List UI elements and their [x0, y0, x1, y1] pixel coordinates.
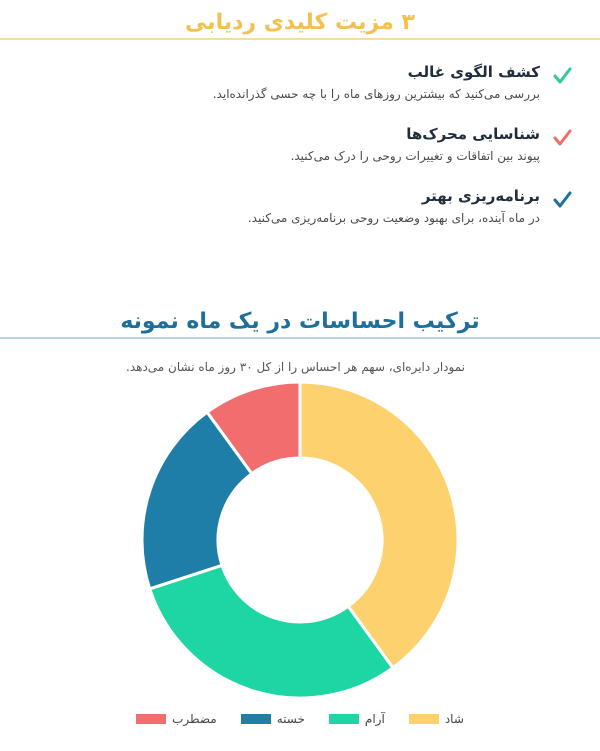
check-mark — [555, 193, 570, 206]
legend-swatch — [241, 714, 271, 724]
legend-label: شاد — [444, 712, 464, 726]
benefit-description: بررسی می‌کنید که بیشترین روزهای ماه را با چه حسی گذرانده‌اید. — [212, 87, 540, 101]
benefit-title: شناسایی محرک‌ها — [406, 125, 540, 143]
benefit-title: کشف الگوی غالب — [407, 63, 540, 81]
donut-slice — [150, 565, 393, 698]
legend-item[interactable] — [241, 712, 305, 726]
legend-swatch — [136, 714, 166, 724]
benefit-item — [12, 62, 572, 102]
section-divider — [0, 337, 600, 339]
legend-label: آرام — [364, 712, 385, 726]
donut-chart — [140, 380, 460, 700]
title-divider — [0, 38, 600, 40]
key-benefits-title: ۳ مزیت کلیدی ردیابی — [185, 10, 415, 35]
legend-item[interactable] — [329, 712, 385, 726]
benefit-item — [12, 124, 572, 164]
chart-legend — [0, 712, 600, 726]
benefit-title: برنامه‌ریزی بهتر — [421, 187, 540, 205]
check-icon — [552, 190, 572, 210]
legend-item[interactable] — [409, 712, 464, 726]
check-icon — [552, 66, 572, 86]
chart-section-title: ترکیب احساسات در یک ماه نمونه — [120, 309, 480, 334]
benefits-list — [12, 62, 572, 248]
legend-swatch — [409, 714, 439, 724]
legend-label: خسته — [276, 712, 305, 726]
legend-swatch — [329, 714, 359, 724]
legend-label: مضطرب — [172, 712, 217, 726]
benefit-description: پیوند بین اتفاقات و تغییرات روحی را درک می‌کنید. — [290, 149, 540, 163]
benefit-description: در ماه آینده، برای بهبود وضعیت روحی برنامه‌ریزی می‌کنید. — [247, 211, 540, 225]
check-mark — [555, 69, 570, 82]
check-icon — [552, 128, 572, 148]
chart-description: نمودار دایره‌ای، سهم هر احساس را از کل ۳۰ روز ماه نشان می‌دهد. — [126, 360, 465, 374]
benefit-item — [12, 186, 572, 226]
check-mark — [555, 131, 570, 144]
legend-item[interactable] — [136, 712, 217, 726]
